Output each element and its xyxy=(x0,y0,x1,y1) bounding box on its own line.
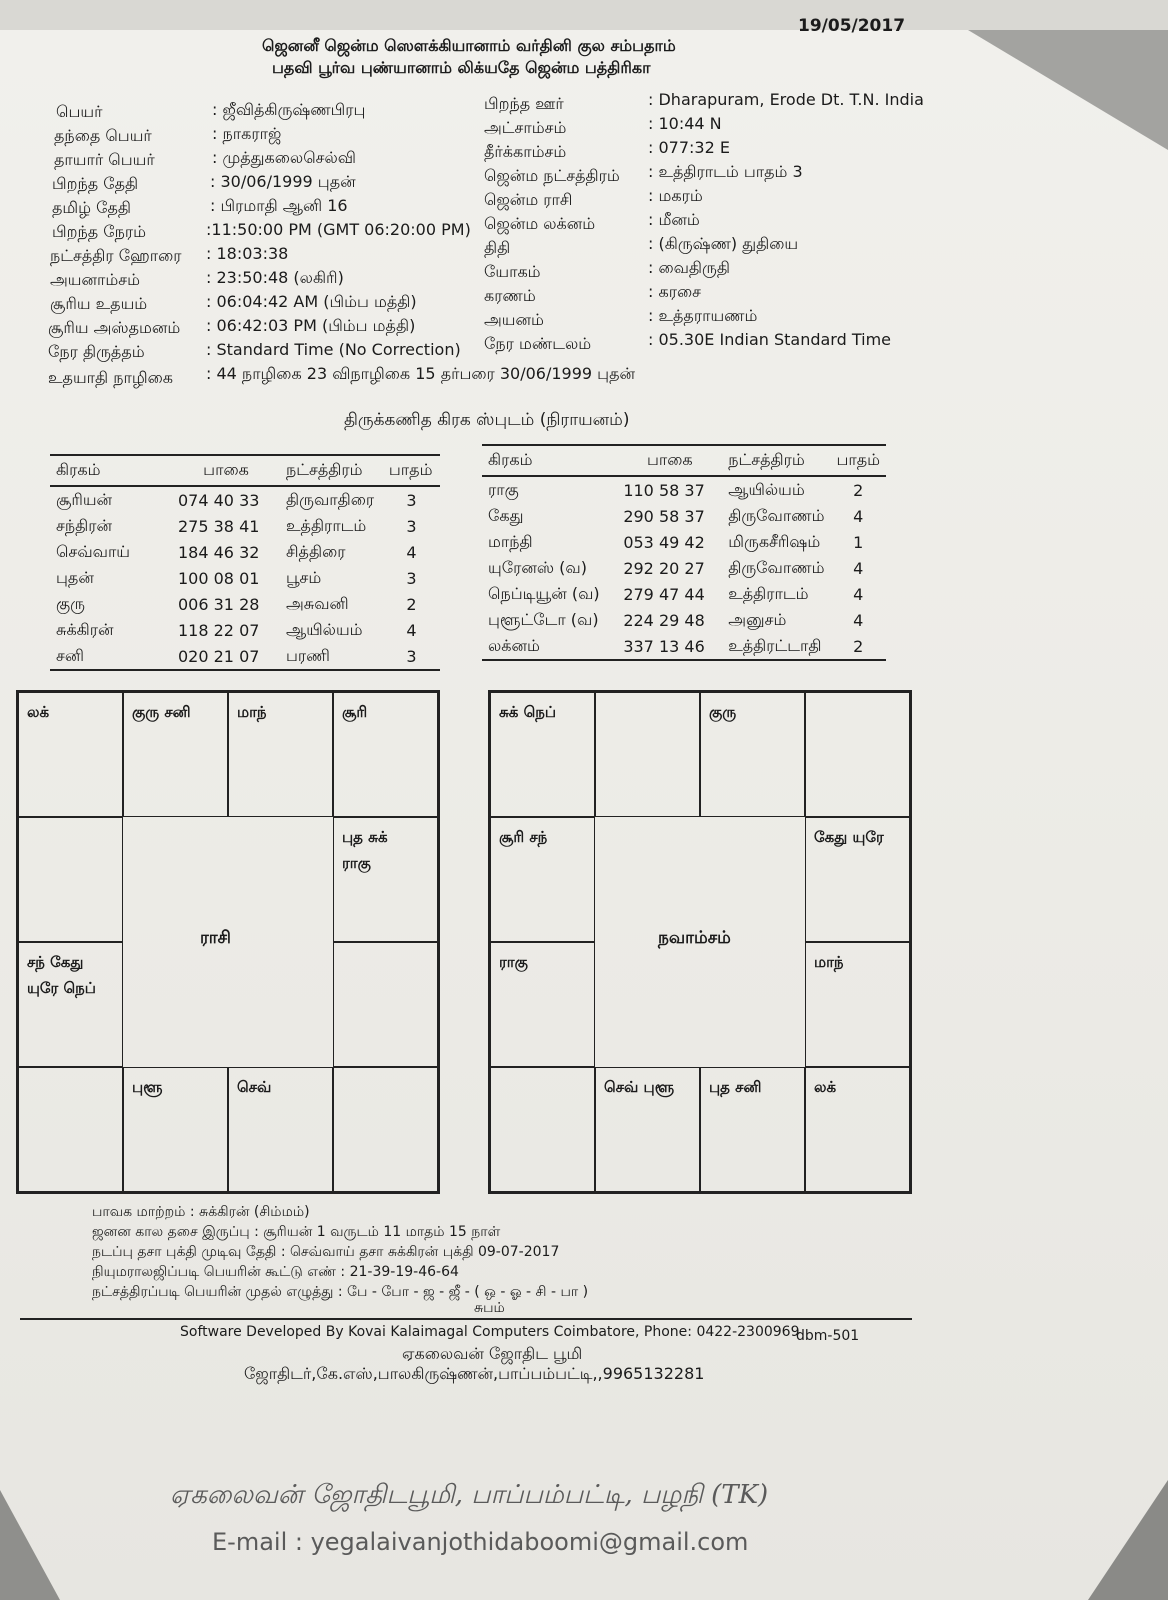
planet-star: பூசம் xyxy=(286,567,322,587)
planet-name: புளூட்டோ (வ) xyxy=(488,609,599,629)
planet-star: அனுசம் xyxy=(728,609,787,629)
detail-label: ஜென்ம ராசி xyxy=(484,190,573,209)
navamsa-title: நவாம்சம் xyxy=(658,928,731,948)
detail-value: : Dharapuram, Erode Dt. T.N. India xyxy=(648,90,924,109)
birth-dasa-balance: ஜனன கால தசை இருப்பு : சூரியன் 1 வருடம் 11 மாதம் 15 நாள் xyxy=(92,1224,501,1240)
folded-corner-top-right xyxy=(968,30,1168,150)
detail-label: ஜென்ம நட்சத்திரம் xyxy=(484,166,620,185)
detail-value: : 23:50:48 (லகிரி) xyxy=(206,268,344,287)
table-row xyxy=(482,503,886,529)
planet-name: கேது xyxy=(488,505,524,525)
col-nakshatra: நட்சத்திரம் xyxy=(286,460,363,479)
detail-label: பிறந்த நேரம் xyxy=(52,222,147,241)
detail-label: தமிழ் தேதி xyxy=(52,198,132,217)
astrologer-name: ஜோதிடர்,கே.எஸ்,பாலகிருஷ்ணன்,பாப்பம்பட்டி,,9965132281 xyxy=(244,1364,705,1383)
rasi-house-6 xyxy=(333,942,438,1067)
navamsa-house-10 xyxy=(490,1067,595,1192)
shadow-corner-bottom-left xyxy=(0,1490,60,1600)
detail-label: பிறந்த தேதி xyxy=(52,174,139,193)
astrologer-center: ஏகலைவன் ஜோதிட பூமி xyxy=(402,1344,583,1363)
table-row xyxy=(482,529,886,555)
detail-label: தந்தை பெயர் xyxy=(54,126,152,145)
detail-label: சூரிய உதயம் xyxy=(50,294,148,313)
rubber-stamp-email: E-mail : yegalaivanjothidaboomi@gmail.com xyxy=(212,1528,749,1556)
name-first-letters: நட்சத்திரப்படி பெயரின் முதல் எழுத்து : பே - போ - ஜ - ஜீ - ( ஒ - ஓ - சி - பா ) xyxy=(92,1284,589,1300)
planet-degree: 337 13 46 xyxy=(623,636,705,656)
planet-name: சனி xyxy=(56,645,84,665)
planet-name: சுக்கிரன் xyxy=(56,619,114,639)
detail-value: : ஜீவித்கிருஷ்ணபிரபு xyxy=(212,100,366,119)
detail-value: : உத்தராயணம் xyxy=(648,306,758,325)
planet-star: மிருகசீரிஷம் xyxy=(728,531,821,551)
navamsa-house-11: ராகு xyxy=(490,942,595,1067)
navamsa-house-1: சுக் நெப் xyxy=(490,692,595,817)
rasi-house-12 xyxy=(18,817,123,942)
detail-value: : 10:44 N xyxy=(648,114,722,133)
planet-degree: 292 20 27 xyxy=(623,558,705,578)
table-header-row xyxy=(50,455,440,486)
table-row xyxy=(482,476,886,503)
planet-degree: 006 31 28 xyxy=(178,594,260,614)
rasi-house-8: செவ் xyxy=(228,1067,333,1192)
planet-degree: 118 22 07 xyxy=(178,620,260,640)
spudam-title: திருக்கணித கிரக ஸ்புடம் (நிராயனம்) xyxy=(344,410,630,430)
col-bagai: பாகை xyxy=(203,460,249,479)
detail-value: : கரசை xyxy=(648,282,701,301)
col-padam: பாதம் xyxy=(388,460,433,479)
rubber-stamp-address: ஏகலைவன் ஜோதிடபூமி, பாப்பம்பட்டி, பழநி (TK) xyxy=(170,1480,769,1510)
navamsa-house-9: செவ் புளூ xyxy=(595,1067,700,1192)
rasi-chart xyxy=(16,690,440,1194)
planet-star: திருவோணம் xyxy=(728,557,825,577)
planet-star: உத்திராடம் xyxy=(286,515,367,535)
detail-value: : வைதிருதி xyxy=(648,258,730,277)
detail-value: : 06:42:03 PM (பிம்ப மத்தி) xyxy=(206,316,416,335)
planet-star: உத்திராடம் xyxy=(728,583,809,603)
navamsa-chart xyxy=(488,690,912,1194)
detail-label: தாயார் பெயர் xyxy=(54,150,155,169)
table-row xyxy=(482,581,886,607)
planet-pada: 3 xyxy=(406,490,417,510)
planet-degree: 290 58 37 xyxy=(623,506,705,526)
navamsa-house-5: கேது யுரே xyxy=(805,817,910,942)
software-credit: Software Developed By Kovai Kalaimagal Computers Coimbatore, Phone: 0422-2300969 xyxy=(180,1324,800,1340)
detail-label: கரணம் xyxy=(484,286,536,305)
detail-label: திதி xyxy=(484,238,511,257)
planet-pada: 3 xyxy=(406,516,417,536)
planet-name: நெப்டியூன் (வ) xyxy=(488,583,600,603)
table-header-row xyxy=(482,445,886,476)
subham: சுபம் xyxy=(474,1300,505,1316)
detail-value: : மீனம் xyxy=(648,210,700,229)
print-date: 19/05/2017 xyxy=(798,16,906,36)
planet-star: திருவோணம் xyxy=(728,505,825,525)
planet-degree: 224 29 48 xyxy=(623,610,705,630)
col-nakshatra: நட்சத்திரம் xyxy=(728,450,805,469)
planet-star: அசுவனி xyxy=(286,593,349,613)
planet-pada: 2 xyxy=(853,636,864,656)
planet-name: சந்திரன் xyxy=(56,515,113,535)
detail-label: சூரிய அஸ்தமனம் xyxy=(48,318,181,337)
rasi-house-5: புத சுக் ராகு xyxy=(333,817,438,942)
detail-label: நட்சத்திர ஹோரை xyxy=(50,246,182,265)
detail-value: : 077:32 E xyxy=(648,138,730,157)
planet-star: உத்திரட்டாதி xyxy=(728,635,822,655)
detail-value: : நாகராஜ் xyxy=(212,124,282,143)
navamsa-house-7: லக் xyxy=(805,1067,910,1192)
planet-star: ஆயில்யம் xyxy=(728,479,805,499)
table-row xyxy=(50,643,440,670)
table-row xyxy=(50,539,440,565)
table-row xyxy=(50,486,440,513)
rasi-house-11: சந் கேது யுரே நெப் xyxy=(18,942,123,1067)
detail-label: தீர்க்காம்சம் xyxy=(484,142,567,161)
detail-value: : (கிருஷ்ண) துதியை xyxy=(648,234,799,253)
detail-label: நேர திருத்தம் xyxy=(48,342,145,361)
title-line-2: பதவி பூர்வ புண்யானாம் லிக்யதே ஜென்ம பத்திரிகா xyxy=(272,58,651,77)
detail-value: :11:50:00 PM (GMT 06:20:00 PM) xyxy=(206,220,471,239)
navamsa-house-3: குரு xyxy=(700,692,805,817)
planet-pada: 3 xyxy=(406,568,417,588)
planet-degree: 275 38 41 xyxy=(178,516,260,536)
title-line-1: ஜெனனீ ஜென்ம ஸௌக்கியானாம் வர்தினி குல சம்பதாம் xyxy=(262,36,676,55)
rasi-house-9: புளூ xyxy=(123,1067,228,1192)
planet-name: சூரியன் xyxy=(56,489,113,509)
table-row xyxy=(482,633,886,660)
planet-pada: 4 xyxy=(406,542,417,562)
navamsa-house-2 xyxy=(595,692,700,817)
planet-name: குரு xyxy=(56,593,85,613)
navamsa-house-4 xyxy=(805,692,910,817)
detail-value: : 30/06/1999 புதன் xyxy=(210,172,356,191)
horoscope-sheet xyxy=(0,16,1168,1600)
col-bagai: பாகை xyxy=(646,450,693,469)
planet-pada: 1 xyxy=(853,532,864,552)
detail-value: : முத்துகலைசெல்வி xyxy=(212,148,356,167)
detail-label: நேர மண்டலம் xyxy=(484,334,592,353)
detail-label: பெயர் xyxy=(56,102,103,121)
table-row xyxy=(50,617,440,643)
detail-value: : பிரமாதி ஆனி 16 xyxy=(210,196,348,215)
bhava-change: பாவக மாற்றம் : சுக்கிரன் (சிம்மம்) xyxy=(92,1204,310,1220)
navamsa-house-8: புத சனி xyxy=(700,1067,805,1192)
planet-degree: 074 40 33 xyxy=(178,490,260,510)
detail-value: : 06:04:42 AM (பிம்ப மத்தி) xyxy=(206,292,417,311)
planet-pada: 4 xyxy=(853,506,864,526)
navamsa-house-12: சூரி சந் xyxy=(490,817,595,942)
detail-value: : உத்திராடம் பாதம் 3 xyxy=(648,162,803,181)
planet-name: யுரேனஸ் (வ) xyxy=(488,557,587,577)
table-row xyxy=(50,591,440,617)
detail-value: : மகரம் xyxy=(648,186,703,205)
planet-degree: 100 08 01 xyxy=(178,568,260,588)
planet-pada: 2 xyxy=(406,594,417,614)
planet-table-right xyxy=(482,444,886,661)
planet-degree: 020 21 07 xyxy=(178,646,260,666)
planet-star: ஆயில்யம் xyxy=(286,619,363,639)
footer-divider xyxy=(20,1318,912,1320)
col-graham: கிரகம் xyxy=(56,460,101,479)
planet-name: ராகு xyxy=(488,479,519,499)
detail-label: உதயாதி நாழிகை xyxy=(48,368,173,387)
rasi-house-4: சூரி xyxy=(333,692,438,817)
col-graham: கிரகம் xyxy=(488,450,533,469)
planet-name: மாந்தி xyxy=(488,531,533,551)
software-code: dbm-501 xyxy=(796,1328,860,1344)
detail-label: அயனம் xyxy=(484,310,544,329)
detail-value: : 05.30E Indian Standard Time xyxy=(648,330,891,349)
rasi-title: ராசி xyxy=(200,928,231,948)
planet-name: செவ்வாய் xyxy=(56,541,131,561)
planet-table-left xyxy=(50,454,440,671)
planet-star: சித்திரை xyxy=(286,541,346,561)
detail-label: யோகம் xyxy=(484,262,541,281)
detail-label: அட்சாம்சம் xyxy=(484,118,567,137)
rasi-house-2: குரு சனி xyxy=(123,692,228,817)
planet-star: பரணி xyxy=(286,645,330,665)
planet-star: திருவாதிரை xyxy=(286,489,375,509)
current-dasa-end: நடப்பு தசா புக்தி முடிவு தேதி : செவ்வாய் தசா சுக்கிரன் புக்தி 09-07-2017 xyxy=(92,1244,560,1260)
planet-pada: 4 xyxy=(853,610,864,630)
table-row xyxy=(482,607,886,633)
rasi-house-7 xyxy=(333,1067,438,1192)
planet-degree: 184 46 32 xyxy=(178,542,260,562)
table-row xyxy=(50,565,440,591)
rasi-house-10 xyxy=(18,1067,123,1192)
shadow-corner-bottom-right xyxy=(1088,1480,1168,1600)
planet-name: லக்னம் xyxy=(488,635,540,655)
col-padam: பாதம் xyxy=(836,450,880,469)
rasi-house-1: லக் xyxy=(18,692,123,817)
detail-label: ஜென்ம லக்னம் xyxy=(484,214,596,233)
table-row xyxy=(50,513,440,539)
navamsa-house-6: மாந் xyxy=(805,942,910,1067)
detail-value: : 44 நாழிகை 23 விநாழிகை 15 தர்பரை 30/06/1999 புதன் xyxy=(206,364,636,383)
table-row xyxy=(482,555,886,581)
planet-degree: 053 49 42 xyxy=(623,532,705,552)
detail-label: பிறந்த ஊர் xyxy=(484,94,564,113)
detail-value: : Standard Time (No Correction) xyxy=(206,340,461,359)
planet-pada: 4 xyxy=(853,584,864,604)
planet-pada: 4 xyxy=(853,558,864,578)
planet-pada: 3 xyxy=(406,646,417,666)
rasi-house-3: மாந் xyxy=(228,692,333,817)
planet-pada: 2 xyxy=(853,480,864,500)
planet-pada: 4 xyxy=(406,620,417,640)
planet-name: புதன் xyxy=(56,567,94,587)
detail-value: : 18:03:38 xyxy=(206,244,289,263)
numerology-number: நியுமராலஜிப்படி பெயரின் கூட்டு எண் : 21-39-19-46-64 xyxy=(92,1264,459,1280)
planet-degree: 110 58 37 xyxy=(623,480,705,500)
planet-degree: 279 47 44 xyxy=(623,584,705,604)
detail-label: அயனாம்சம் xyxy=(50,270,140,289)
